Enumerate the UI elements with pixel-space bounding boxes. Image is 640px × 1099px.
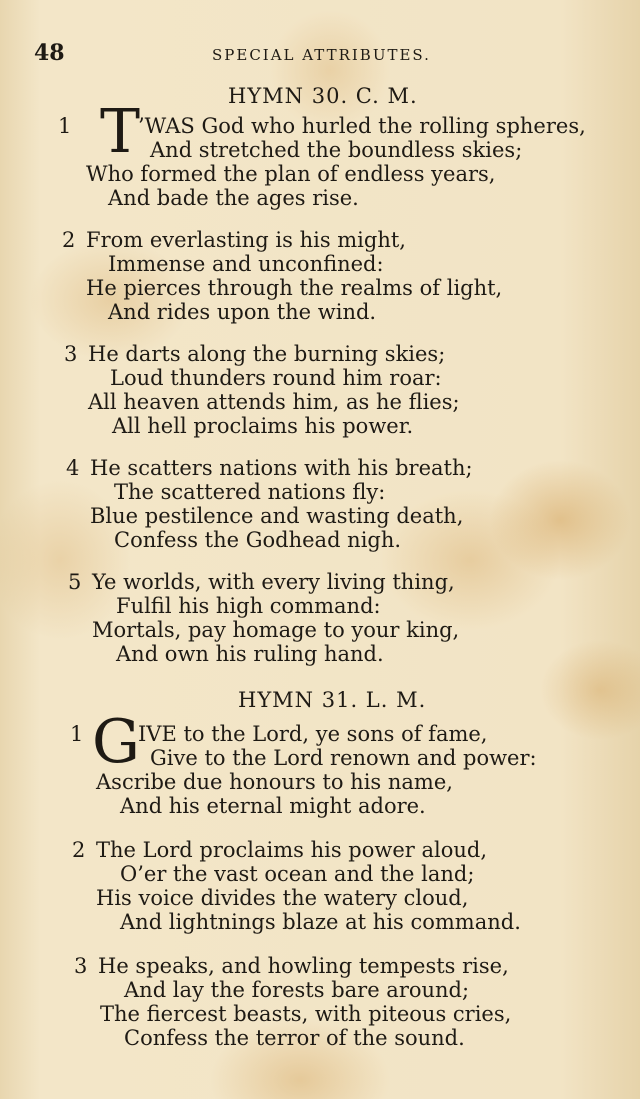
hymn-30-title: HYMN 30. C. M.	[228, 84, 418, 108]
stanza-number: 2	[72, 838, 86, 862]
stanza-number: 3	[64, 342, 78, 366]
hymn-line: Give to the Lord renown and power:	[150, 746, 537, 770]
hymn-line: From everlasting is his might,	[86, 228, 406, 252]
hymn-line: And rides upon the wind.	[108, 300, 377, 324]
hymn-line: Ascribe due honours to his name,	[96, 770, 453, 794]
hymn-line: Mortals, pay homage to your king,	[92, 618, 460, 642]
hymn-line: Immense and unconfined:	[108, 252, 384, 276]
hymn-line: And bade the ages rise.	[108, 186, 359, 210]
hymn-line: IVE to the Lord, ye sons of fame,	[138, 722, 488, 746]
hymn-line: The fiercest beasts, with piteous cries,	[100, 1002, 512, 1026]
hymn-line: His voice divides the watery cloud,	[96, 886, 469, 910]
hymn-line: All hell proclaims his power.	[112, 414, 414, 438]
hymn-31-title: HYMN 31. L. M.	[238, 688, 427, 712]
hymn-line: All heaven attends him, as he flies;	[88, 390, 460, 414]
stanza-number: 2	[62, 228, 76, 252]
hymn-line: He pierces through the realms of light,	[86, 276, 503, 300]
drop-cap-letter: T	[100, 97, 141, 167]
stanza-number: 4	[66, 456, 80, 480]
hymn-line: Confess the Godhead nigh.	[114, 528, 402, 552]
hymn-line: And stretched the boundless skies;	[150, 138, 523, 162]
hymn-line: Who formed the plan of endless years,	[86, 162, 496, 186]
hymn-line: ’WAS God who hurled the rolling spheres,	[138, 114, 586, 138]
hymn-line: Loud thunders round him roar:	[110, 366, 442, 390]
hymn-line: Fulfil his high command:	[116, 594, 381, 618]
hymn-line: Confess the terror of the sound.	[124, 1026, 465, 1050]
hymn-line: And own his ruling hand.	[116, 642, 384, 666]
hymn-line: The Lord proclaims his power aloud,	[96, 838, 488, 862]
hymn-line: And lightnings blaze at his command.	[120, 910, 521, 934]
hymn-line: He darts along the burning skies;	[88, 342, 446, 366]
hymn-line: O’er the vast ocean and the land;	[120, 862, 475, 886]
running-head: SPECIAL ATTRIBUTES.	[212, 46, 431, 64]
hymn-line: Blue pestilence and wasting death,	[90, 504, 464, 528]
page-number: 48	[34, 40, 65, 66]
hymn-line: The scattered nations fly:	[114, 480, 386, 504]
stanza-number: 5	[68, 570, 82, 594]
page-header	[0, 40, 640, 70]
hymn-line: He scatters nations with his breath;	[90, 456, 473, 480]
drop-cap-letter: G	[92, 707, 140, 777]
stanza-number: 1	[58, 114, 72, 138]
hymn-line: Ye worlds, with every living thing,	[92, 570, 455, 594]
hymn-line: And his eternal might adore.	[120, 794, 426, 818]
hymn-line: He speaks, and howling tempests rise,	[98, 954, 509, 978]
hymn-line: And lay the forests bare around;	[124, 978, 470, 1002]
stanza-number: 1	[70, 722, 84, 746]
stanza-number: 3	[74, 954, 88, 978]
